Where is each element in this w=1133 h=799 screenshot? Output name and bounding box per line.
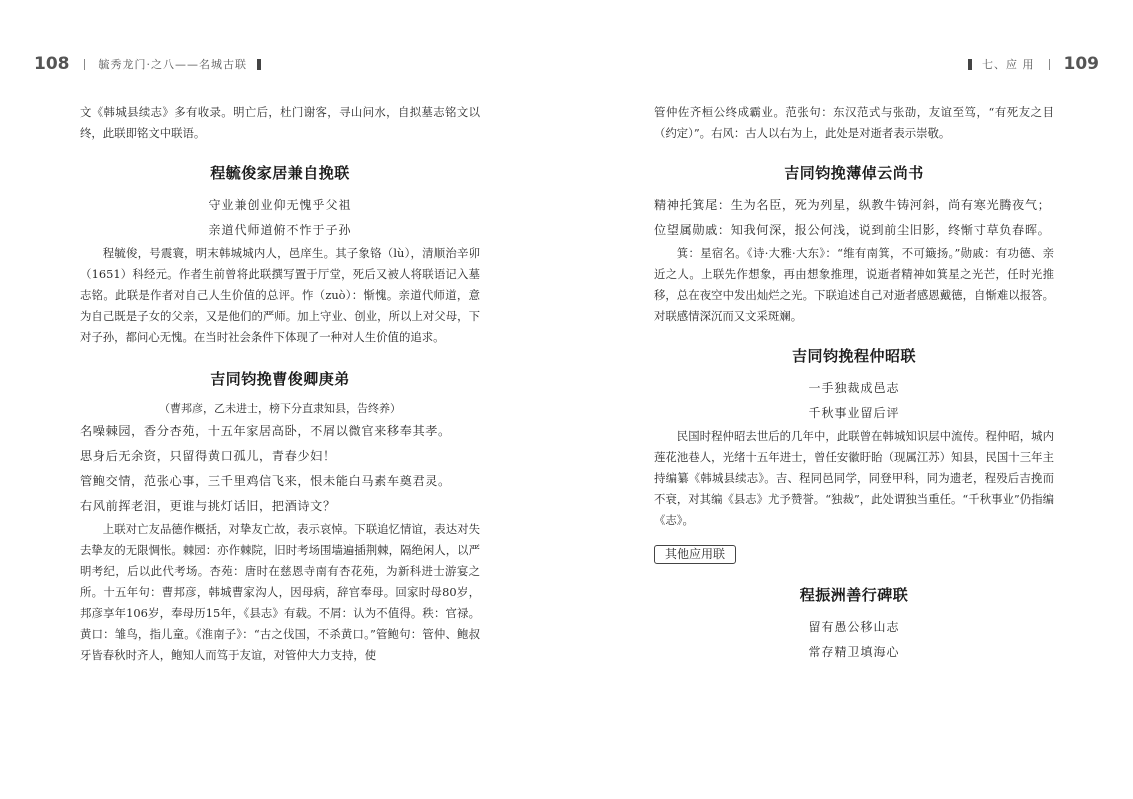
couplet-line: 留有愚公移山志	[808, 620, 900, 634]
commentary-paragraph: 民国时程仲昭去世后的几年中，此联曾在韩城知识层中流传。程仲昭，城内莲花池巷人，光绪十五年进士，曾任安徽盱眙（现属江苏）知县，民国十三年主持编纂《韩城县续志》。吉、程同邑同学，同登甲科，同为遗老，程殁后吉挽而不衰，对其编《县志》尤予赞誉。“独裁”，此处谓独当重任。“千秋事业”仍指编《志》。	[654, 429, 1054, 527]
section-title: 吉同钧挽曹俊卿庚弟	[210, 370, 350, 388]
right-page	[567, 0, 1133, 799]
intro-paragraph: 文《韩城县续志》多有收录。明亡后，杜门谢客，寻山问水，自拟墓志铭文以终，此联即铭文中联语。	[80, 105, 480, 140]
running-title: 毓秀龙门·之八——名城古联	[98, 58, 247, 71]
right-text-column	[654, 102, 1054, 665]
header-marker	[968, 59, 972, 70]
title-note: （曹邦彦，乙未进士，榜下分直隶知县，告终养）	[159, 402, 401, 415]
section-title: 吉同钧挽程仲昭联	[791, 347, 916, 365]
section-title: 吉同钧挽薄倬云尚书	[784, 164, 924, 182]
commentary-paragraph: 上联对亡友品德作概括，对挚友亡故，表示哀悼。下联追忆情谊，表达对失去挚友的无限惆怅。棘园：亦作棘院，旧时考场围墙遍插荆棘，隔绝闲人，以严明考纪，后以此代考场。杏苑：唐时在慈恩寺南有杏花苑，为新科进士游宴之所。十五年句：曹邦彦，韩城曹家沟人，因母病，辞官奉母。回家时母80岁，邦彦享年106岁，奉母历15年，《县志》有载。不屑：认为不值得。秩：官禄。黄口：雏鸟，指儿童。《淮南子》：“古之伐国，不杀黄口。”管鲍句：管仲、鲍叔牙皆春秋时齐人，鲍知人而笃于友谊，对管仲大力支持，使	[80, 522, 480, 662]
couplet-line: 管鲍交情，范张心事，三千里鸡信飞来，恨未能白马素车奠君灵。	[80, 474, 451, 488]
left-text-column	[80, 102, 480, 666]
header-marker	[257, 59, 261, 70]
commentary-paragraph: 程毓俊，号震寰，明末韩城城内人，邑庠生。其子象铬（lù），清顺治辛卯（1651）科经元。作者生前曾将此联撰写置于厅堂，死后又被人将联语记入墓志铭。此联是作者对自己人生价值的总评。怍（zuò）：惭愧。亲道代师道，意为自己既是子女的父亲，又是他们的严师。加上守业、创业，所以上对父母，下对子孙，都问心无愧。在当时社会条件下体现了一种对人生价值的追求。	[80, 246, 480, 344]
couplet-line: 亲道代师道俯不怍于子孙	[208, 223, 352, 237]
divider	[84, 59, 85, 70]
page-number: 109	[1063, 54, 1099, 74]
page-number: 108	[34, 54, 70, 74]
right-page-header	[958, 54, 1099, 74]
section-title: 程振洲善行碑联	[799, 586, 909, 604]
section-title: 程毓俊家居兼自挽联	[210, 164, 350, 182]
left-page	[0, 0, 566, 799]
left-page-header	[34, 54, 271, 74]
couplet-line: 思身后无余资，只留得黄口孤儿，青春少妇！	[80, 449, 336, 463]
couplet-line: 名噪棘园，香分杏苑，十五年家居高卧，不屑以微官来移奉其孝。	[80, 424, 451, 438]
category-label-box: 其他应用联	[654, 545, 736, 564]
couplet-line: 千秋事业留后评	[808, 406, 900, 420]
commentary-paragraph: 箕：星宿名。《诗·大雅·大东》：“维有南箕，不可簸扬。”勋戚：有功德、亲近之人。上联先作想象，再由想象推理，说逝者精神如箕星之光芒，任时光推移，总在夜空中发出灿烂之光。下联追述自己对逝者感恩戴德，自惭难以报答。对联感情深沉而又文采斑斓。	[654, 246, 1054, 323]
intro-paragraph: 管仲佐齐桓公终成霸业。范张句：东汉范式与张劭，友谊至笃，“有死友之目（约定）”。右风：古人以右为上，此处是对逝者表示崇敬。	[654, 105, 1054, 140]
running-title: 七、应 用	[982, 58, 1035, 71]
couplet-line: 一手独裁成邑志	[808, 381, 900, 395]
divider	[1049, 59, 1050, 70]
couplet-line: 常存精卫填海心	[808, 645, 900, 659]
couplet-line: 守业兼创业仰无愧乎父祖	[208, 198, 352, 212]
couplet-line: 右风前挥老泪，更谁与挑灯话旧，把酒诗文？	[80, 499, 336, 513]
couplet-line: 精神托箕尾：生为名臣，死为列星，纵教牛铸河斜，尚有寒光腾夜气；	[654, 198, 1051, 212]
couplet-line: 位望属勋戚：知我何深，报公何浅，说到前尘旧影，终惭寸草负春晖。	[654, 223, 1051, 237]
